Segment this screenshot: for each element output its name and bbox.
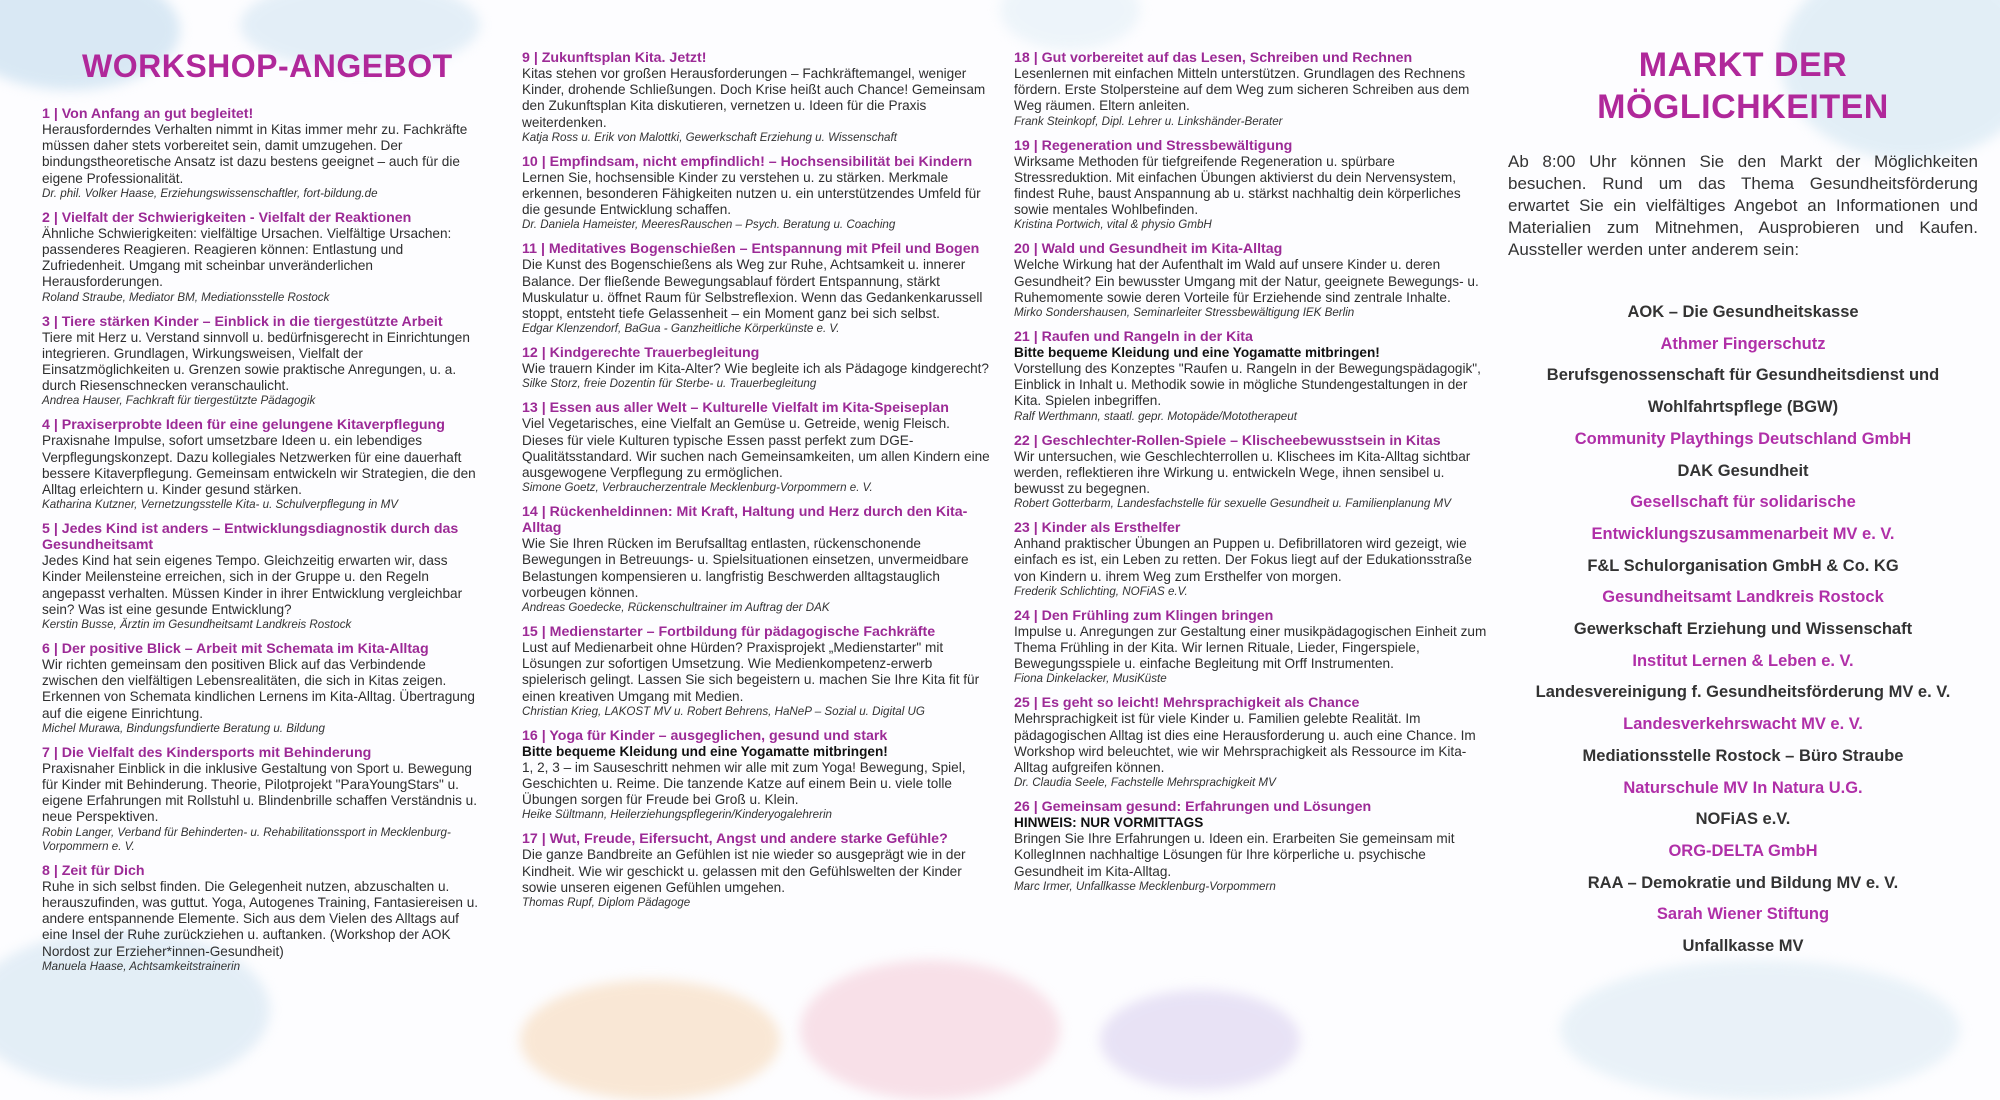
workshop-author: Heike Sültmann, Heilerziehungspflegerin/Kinderyogalehrerin [522,808,832,822]
workshop-description: Wie trauern Kinder im Kita-Alter? Wie begleite ich als Pädagoge kindgerecht? [522,361,989,377]
workshop-author: Robin Langer, Verband für Behinderten- u. Rehabilitationssport in Mecklenburg-Vorpommern e. V. [42,825,451,853]
exhibitor-item: Entwicklungszusammenarbeit MV e. V. [1591,524,1895,543]
paint-splash-decoration [520,980,780,1100]
workshop-title: 22 | Geschlechter-Rollen-Spiele – Klischeebewusstsein in Kitas [1014,432,1441,449]
exhibitor-item: Gewerkschaft Erziehung und Wissenschaft [1573,620,1913,639]
market-panel [1508,0,1978,963]
workshop-title: 21 | Raufen und Rangeln in der Kita [1014,329,1253,346]
exhibitor-item: DAK Gesundheit [1677,461,1809,480]
workshop-column-2 [522,0,992,919]
workshop-title: 6 | Der positive Blick – Arbeit mit Schemata im Kita-Alltag [42,641,429,658]
workshop-author: Michel Murawa, Bindungsfundierte Beratung u. Bildung [42,721,325,735]
workshop-description: Impulse u. Anregungen zur Gestaltung einer musikpädagogischen Einheit zum Thema Frühling in der Kita. Wir lernen Rituale, Lieder, Fingerspiele, Bewegungsspiele u. einfache Begleitung mit Orff Instrumenten. [1014,623,1487,672]
workshop-item [42,863,484,974]
exhibitor-item: Mediationsstelle Rostock – Büro Straube [1582,746,1904,765]
exhibitor-item: AOK – Die Gesundheitskasse [1627,303,1859,321]
workshop-author: Marc Irmer, Unfallkasse Mecklenburg-Vorpommern [1014,879,1276,893]
market-intro: Ab 8:00 Uhr können Sie den Markt der Möglichkeiten besuchen. Rund um das Thema Gesundheitsförderung erwartet Sie ein vielfältiges Angebot an Informationen und Materialien zum Mitnehmen, Ausprobieren und Kaufen. Aussteller werden unter anderem sein: [1508,152,1978,259]
workshop-author: Christian Krieg, LAKOST MV u. Robert Behrens, HaNeP – Sozial u. Digital UG [522,704,925,718]
workshop-author: Andrea Hauser, Fachkraft für tiergestützte Pädagogik [42,394,316,408]
workshop-item [522,400,992,495]
workshop-item [42,314,484,409]
workshop-title: 7 | Die Vielfalt des Kindersports mit Behinderung [42,744,372,761]
workshop-item [42,745,484,854]
workshop-heading: WORKSHOP-ANGEBOT [82,48,453,84]
workshop-list-1 [42,106,484,974]
workshop-title: 12 | Kindgerechte Trauerbegleitung [522,345,760,362]
workshop-item [1014,433,1488,512]
workshop-author: Roland Straube, Mediator BM, Mediationsstelle Rostock [42,290,330,304]
workshop-item [522,831,992,910]
workshop-description: Kitas stehen vor großen Herausforderungen – Fachkräftemangel, weniger Kinder, drohende Schließungen. Doch Krise heißt auch Chance! Gemeinsam den Zukunftsplan Kita diskutieren, vernetzen u. Ideen für die Praxis weiterdenken. [522,66,986,130]
workshop-description: Ruhe in sich selbst finden. Die Gelegenheit nutzen, abzuschalten u. herauszufinden, was guttut. Yoga, Autogenes Training, Fantasiereisen u. andere entspannende Elemente. Sich aus dem Vielen des Alltags auf eine Insel der Ruhe zurückziehen u. auftanken. (Workshop der AOK Nordost zur Erzieher*innen-Gesundheit) [42,878,479,959]
workshop-author: Fiona Dinkelacker, MusiKüste [1014,672,1167,686]
workshop-title: 16 | Yoga für Kinder – ausgeglichen, gesund und stark [522,727,888,744]
workshop-note: Bitte bequeme Kleidung und eine Yogamatte mitbringen! [522,743,888,759]
workshop-description: Jedes Kind hat sein eigenes Tempo. Gleichzeitig erwarten wir, dass Kinder Meilensteine erreichen, sich in der Gruppe u. den Regeln angepasst verhalten. Müssen Kinder in ihrer Entwicklung vergleichbar sein? Was ist eine gesunde Entwicklung? [42,553,463,617]
workshop-title: 3 | Tiere stärken Kinder – Einblick in die tiergestützte Arbeit [42,313,443,330]
workshop-description: Tiere mit Herz u. Verstand sinnvoll u. bedürfnisgerecht in Einrichtungen integrieren. Grundlagen, Wirkungsweisen, Vielfalt der Einsatzmöglichkeiten u. Grenzen sowie praktische Anregungen, u. a. durch Riesenschnecken veranschaulicht. [42,329,470,394]
workshop-title: 4 | Praxiserprobte Ideen für eine gelungene Kitaverpflegung [42,417,445,434]
workshop-item [42,641,484,736]
workshop-author: Silke Storz, freie Dozentin für Sterbe- u. Trauerbegleitung [522,377,817,391]
exhibitor-item: Berufsgenossenschaft für Gesundheitsdienst und [1546,366,1940,385]
workshop-title: 17 | Wut, Freude, Eifersucht, Angst und andere starke Gefühle? [522,831,948,848]
workshop-item [522,50,992,145]
workshop-description: Herausforderndes Verhalten nimmt in Kitas immer mehr zu. Fachkräfte müssen daher stets vorbereitet sein, damit umzugehen. Der bindungstheoretische Ansatz ist dazu bestens geeignet – auch für die eigene Professionalität. [42,122,468,186]
workshop-title: 9 | Zukunftsplan Kita. Jetzt! [522,50,707,66]
workshop-note: HINWEIS: NUR VORMITTAGS [1014,815,1204,831]
workshop-author: Andreas Goedecke, Rückenschultrainer im Auftrag der DAK [522,601,830,615]
workshop-description: Wirksame Methoden für tiefgreifende Regeneration u. spürbare Stressreduktion. Mit einfachen Übungen aktivierst du dein Nervensystem, findest Ruhe, baust Anspannung ab u. stärkst nachhaltig dein körperliches sowie mentales Wohlbefinden. [1014,153,1461,218]
workshop-description: Die Kunst des Bogenschießens als Weg zur Ruhe, Achtsamkeit u. innerer Balance. Der fließende Bewegungsablauf fördert Entspannung, stärkt Muskulatur u. öffnet Raum für Selbstreflexion. Wenn das Gedankenkarussell stoppt, entsteht tiefe Gelassenheit – ein Moment ganz bei sich selbst. [522,257,983,322]
workshop-description: Vorstellung des Konzeptes "Raufen u. Rangeln in der Bewegungspädagogik", Einblick in Inhalt u. Methodik sowie in mögliche Stundengestaltungen in der Kita. Spielen inbegriffen. [1014,361,1481,409]
workshop-author: Edgar Klenzendorf, BaGua - Ganzheitliche Körperkünste e. V. [522,322,840,336]
exhibitor-item: Gesundheitsamt Landkreis Rostock [1602,588,1884,607]
workshop-description: Ähnliche Schwierigkeiten: vielfältige Ursachen. Vielfältige Ursachen: passenderes Reagieren. Reagieren können: Entlastung und Zufriedenheit. Umgang mit scheinbar unveränderlichen Herausforderungen. [42,225,452,290]
workshop-author: Dr. phil. Volker Haase, Erziehungswissenschaftler, fort-bildung.de [42,186,378,200]
workshop-description: Wir untersuchen, wie Geschlechterrollen u. Klischees im Kita-Alltag sichtbar werden, reflektieren ihre Wirkung u. entwickeln Wege, ihnen sensibel u. bewusst zu begegnen. [1014,448,1471,497]
workshop-item [1014,329,1488,424]
workshop-item [1014,608,1488,687]
workshop-description: Mehrsprachigkeit ist für viele Kinder u. Familien gelebte Realität. Im pädagogischen Alltag ist dies eine Herausforderung u. auch eine Chance. Im Workshop wird beleuchtet, wie wir Mehrsprachigkeit als Ressource im Kita-Alltag aufgreifen können. [1014,711,1476,776]
workshop-author: Simone Goetz, Verbraucherzentrale Mecklenburg-Vorpommern e. V. [522,481,873,495]
workshop-title: 19 | Regeneration und Stressbewältigung [1014,137,1293,154]
workshop-author: Frank Steinkopf, Dipl. Lehrer u. Linkshänder-Berater [1014,114,1283,128]
workshop-title: 2 | Vielfalt der Schwierigkeiten - Vielfalt der Reaktionen [42,209,412,226]
workshop-author: Ralf Werthmann, staatl. gepr. Motopäde/Mototherapeut [1014,409,1297,423]
workshop-title: 20 | Wald und Gesundheit im Kita-Alltag [1014,241,1283,258]
market-heading-line1: MARKT DER [1638,46,1848,84]
workshop-author: Katja Ross u. Erik von Malottki, Gewerkschaft Erziehung u. Wissenschaft [522,130,897,144]
workshop-author: Mirko Sondershausen, Seminarleiter Stressbewältigung IEK Berlin [1014,306,1355,320]
workshop-item [1014,799,1488,894]
workshop-item [42,210,484,305]
exhibitor-item: Gesellschaft für solidarische [1630,493,1856,512]
workshop-list-2 [522,50,992,910]
workshop-title: 1 | Von Anfang an gut begleitet! [42,106,254,122]
exhibitor-item: F&L Schulorganisation GmbH & Co. KG [1587,556,1899,575]
exhibitor-item: Community Playthings Deutschland GmbH [1574,429,1912,448]
workshop-title: 14 | Rückenheldinnen: Mit Kraft, Haltung und Herz durch den Kita-Alltag [522,504,968,537]
market-heading-line2: MÖGLICHKEITEN [1597,88,1889,126]
workshop-author: Kerstin Busse, Ärztin im Gesundheitsamt Landkreis Rostock [42,618,352,632]
workshop-title: 23 | Kinder als Ersthelfer [1014,520,1181,537]
workshop-description: Die ganze Bandbreite an Gefühlen ist nie wieder so ausgeprägt wie in der Kindheit. Wie wir geschickt u. gelassen mit den Gefühlswelten der Kinder sowie unseren eigenen Gefühlen umgehen. [522,847,966,895]
workshop-item [1014,138,1488,233]
workshop-item [522,728,992,823]
exhibitor-item: Landesvereinigung f. Gesundheitsförderung MV e. V. [1535,683,1951,702]
market-heading [1508,44,1978,128]
paint-splash-decoration [1100,990,1300,1090]
workshop-description: Wir richten gemeinsam den positiven Blick auf das Verbindende zwischen den vielfältigen Lebensrealitäten, die sich in Kitas zeigen. Erkennen von Schemata kindlichen Lernens im Kita-Alltag. Übertragung auf die eigene Einrichtung. [42,657,475,721]
workshop-author: Manuela Haase, Achtsamkeitstrainerin [42,959,241,973]
workshop-description: Lernen Sie, hochsensible Kinder zu verstehen u. zu stärken. Merkmale erkennen, besonderen Fähigkeiten nutzen u. ein unterstützendes Umfeld für die gesunde Entwicklung schaffen. [522,169,981,218]
workshop-column-1 [42,0,484,983]
workshop-title: 26 | Gemeinsam gesund: Erfahrungen und Lösungen [1014,799,1372,816]
exhibitor-item: RAA – Demokratie und Bildung MV e. V. [1587,873,1899,892]
exhibitor-item: ORG-DELTA GmbH [1668,841,1818,860]
paint-splash-decoration [1560,960,1960,1100]
workshop-description: Wie Sie Ihren Rücken im Berufsalltag entlasten, rückenschonende Bewegungen in Betreuungs- u. Spielsituationen einsetzen, unvermeidbare Belastungen kompensieren u. langfristig Beschwerden alltagstauglich vorbeugen können. [522,536,969,600]
exhibitor-item: Wohlfahrtspflege (BGW) [1647,398,1839,417]
exhibitor-item: NOFiAS e.V. [1695,810,1791,829]
workshop-description: Lust auf Medienarbeit ohne Hürden? Praxisprojekt „Medienstarter" mit Lösungen zur sofortigen Umsetzung. Wie Medienkompetenz-erwerb spielerisch gelingt. Lassen Sie sich begeistern u. machen Sie Ihre Kita fit für einen kreativen Umgang mit Medien. [522,640,980,704]
workshop-description: Lesenlernen mit einfachen Mitteln unterstützen. Grundlagen des Rechnens fördern. Erste Stolpersteine auf dem Weg zum sicheren Schreiben aus dem Weg räumen. Eltern anleiten. [1014,66,1470,114]
workshop-item [42,521,484,632]
workshop-author: Frederik Schlichting, NOFiAS e.V. [1014,584,1188,598]
workshop-description: 1, 2, 3 – im Sauseschritt nehmen wir alle mit zum Yoga! Bewegung, Spiel, Geschichten u. Reime. Die tanzende Katze auf einem Bein u. viele tolle Übungen sorgen für Freude bei Groß u. Klein. [522,759,966,808]
workshop-author: Robert Gotterbarm, Landesfachstelle für sexuelle Gesundheit u. Familienplanung MV [1014,497,1451,511]
workshop-item [1014,520,1488,599]
workshop-title: 8 | Zeit für Dich [42,862,145,879]
exhibitor-item: Athmer Fingerschutz [1660,334,1826,353]
workshop-description: Praxisnahe Impulse, sofort umsetzbare Ideen u. ein lebendiges Verpflegungskonzept. Dazu kollegiales Netzwerken für eine dauerhaft bessere Kitaverpflegung. Gemeinsam entwickeln wir Strategien, die den Alltag erleichtern u. Kinder gesund stärken. [42,433,476,498]
workshop-column-3 [1014,0,1488,903]
workshop-author: Thomas Rupf, Diplom Pädagoge [522,896,691,910]
workshop-item [1014,241,1488,320]
workshop-author: Katharina Kutzner, Vernetzungsstelle Kita- u. Schulverpflegung in MV [42,498,398,512]
workshop-item [522,345,992,391]
exhibitor-list [1508,297,1978,963]
workshop-list-3 [1014,50,1488,894]
workshop-title: 15 | Medienstarter – Fortbildung für pädagogische Fachkräfte [522,624,936,641]
exhibitor-item: Naturschule MV In Natura U.G. [1623,778,1863,797]
workshop-item [42,106,484,201]
workshop-title: 18 | Gut vorbereitet auf das Lesen, Schreiben und Rechnen [1014,50,1413,66]
workshop-title: 5 | Jedes Kind ist anders – Entwicklungsdiagnostik durch das Gesundheitsamt [42,521,459,554]
workshop-description: Anhand praktischer Übungen an Puppen u. Defibrillatoren wird gezeigt, wie einfach es ist, ein Leben zu retten. Der Fokus liegt auf der Edukationsstraße von Kindern u. ihrem Weg zum Ersthelfer von morgen. [1014,536,1472,584]
workshop-item [522,504,992,615]
workshop-item [522,154,992,233]
workshop-item [522,624,992,719]
workshop-author: Kristina Portwich, vital & physio GmbH [1014,218,1212,232]
exhibitor-item: Institut Lernen & Leben e. V. [1632,651,1854,670]
workshop-item [42,417,484,512]
workshop-title: 24 | Den Frühling zum Klingen bringen [1014,607,1274,624]
exhibitor-item: Sarah Wiener Stiftung [1656,905,1830,924]
workshop-description: Praxisnaher Einblick in die inklusive Gestaltung von Sport u. Bewegung für Kinder mit Behinderung. Theorie, Pilotprojekt "ParaYoungStars" u. eigene Erfahrungen mit Rollstuhl u. Blindenbrille schaffen Verständnis u. neue Perspektiven. [42,760,478,825]
workshop-description: Bringen Sie Ihre Erfahrungen u. Ideen ein. Erarbeiten Sie gemeinsam mit KollegInnen nachhaltige Lösungen für Ihre körperliche u. psychische Gesundheit im Kita-Alltag. [1014,831,1455,879]
workshop-title: 25 | Es geht so leicht! Mehrsprachigkeit als Chance [1014,695,1360,712]
paint-splash-decoration [800,960,1060,1100]
workshop-title: 11 | Meditatives Bogenschießen – Entspannung mit Pfeil und Bogen [522,241,980,258]
workshop-item [1014,695,1488,790]
workshop-item [522,241,992,336]
workshop-note: Bitte bequeme Kleidung und eine Yogamatte mitbringen! [1014,345,1380,361]
workshop-description: Welche Wirkung hat der Aufenthalt im Wald auf unsere Kinder u. deren Gesundheit? Ein bewusster Umgang mit der Natur, geeignete Bewegungs- u. Ruhemomente sowie deren Vorteile für Erziehende sind zentrale Inhalte. [1014,257,1479,305]
exhibitor-item: Unfallkasse MV [1682,937,1804,956]
exhibitor-item: Landesverkehrswacht MV e. V. [1623,715,1863,734]
workshop-author: Dr. Claudia Seele, Fachstelle Mehrsprachigkeit MV [1014,776,1276,790]
workshop-description: Viel Vegetarisches, eine Vielfalt an Gemüse u. Getreide, wenig Fleisch. Dieses für viele Kulturen typische Essen passt perfekt zum DGE-Qualitätsstandard. Wir suchen nach Gemeinsamkeiten, um allen Kindern eine ausgewogene Verpflegung zu ermöglichen. [522,416,990,481]
workshop-item [1014,50,1488,129]
workshop-title: 10 | Empfindsam, nicht empfindlich! – Hochsensibilität bei Kindern [522,153,973,170]
workshop-author: Dr. Daniela Hameister, MeeresRauschen – Psych. Beratung u. Coaching [522,218,896,232]
workshop-title: 13 | Essen aus aller Welt – Kulturelle Vielfalt im Kita-Speiseplan [522,400,949,417]
